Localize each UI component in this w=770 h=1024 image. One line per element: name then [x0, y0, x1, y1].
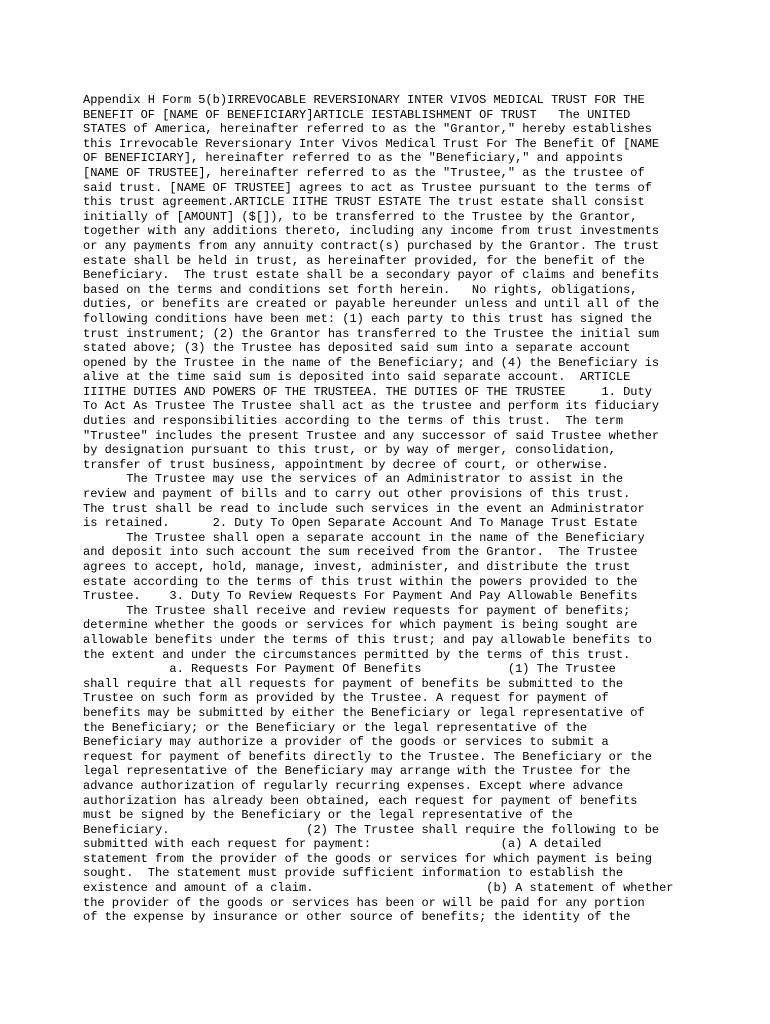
text-line: Trustee. 3. Duty To Review Requests For Payment And Pay Allowable Benefits: [83, 589, 638, 604]
text-line: legal representative of the Beneficiary may arrange with the Trustee for the: [83, 764, 631, 779]
text-line: by designation pursuant to this trust, or by way of merger, consolidation,: [83, 443, 616, 458]
text-line: Beneficiary may authorize a provider of the goods or services to submit a: [83, 735, 609, 750]
text-line: stated above; (3) the Trustee has deposited said sum into a separate account: [83, 341, 631, 356]
document-page: [83, 93, 723, 925]
text-line: and deposit into such account the sum received from the Grantor. The Trustee: [83, 545, 638, 560]
text-line: must be signed by the Beneficiary or the legal representative of the: [83, 808, 573, 823]
text-line: the provider of the goods or services has been or will be paid for any portion: [83, 895, 645, 910]
text-line: The Trustee may use the services of an Administrator to assist in the: [83, 472, 624, 487]
text-line: [NAME OF TRUSTEE], hereinafter referred to as the "Trustee," as the trustee of: [83, 165, 645, 180]
text-line: submitted with each request for payment: (a) A detailed: [83, 837, 602, 852]
text-line: allowable benefits under the terms of this trust; and pay allowable benefits to: [83, 632, 652, 647]
text-line: together with any additions thereto, including any income from trust investments: [83, 224, 660, 239]
text-line: "Trustee" includes the present Trustee and any successor of said Trustee whether: [83, 428, 660, 443]
text-line: The trust shall be read to include such services in the event an Administrator: [83, 501, 645, 516]
text-line: advance authorization of regularly recurring expenses. Except where advance: [83, 778, 624, 793]
text-line: or any payments from any annuity contract(s) purchased by the Grantor. The trust: [83, 238, 660, 253]
text-line: a. Requests For Payment Of Benefits (1) The Trustee: [83, 662, 616, 677]
text-line: shall require that all requests for payment of benefits be submitted to the: [83, 676, 624, 691]
text-line: agrees to accept, hold, manage, invest, administer, and distribute the trust: [83, 560, 631, 574]
text-line: said trust. [NAME OF TRUSTEE] agrees to act as Trustee pursuant to the terms of: [83, 180, 652, 195]
text-line: authorization has already been obtained, each request for payment of benefits: [83, 793, 638, 808]
text-line: determine whether the goods or services for which payment is being sought are: [83, 618, 638, 633]
text-line: estate shall be held in trust, as hereinafter provided, for the benefit of the: [83, 253, 645, 268]
text-line: this Irrevocable Reversionary Inter Vivos Medical Trust For The Benefit Of [NAME: [83, 136, 660, 151]
text-line: The Trustee shall receive and review requests for payment of benefits;: [83, 603, 631, 618]
text-line: transfer of trust business, appointment by decree of court, or otherwise.: [83, 457, 609, 472]
text-line: request for payment of benefits directly to the Trustee. The Beneficiary or the: [83, 749, 652, 764]
text-line: is retained. 2. Duty To Open Separate Account And To Manage Trust Estate: [83, 516, 638, 531]
text-line: IIITHE DUTIES AND POWERS OF THE TRUSTEEA. THE DUTIES OF THE TRUSTEE 1. Duty: [83, 384, 652, 399]
text-line: existence and amount of a claim. (b) A statement of whether: [83, 881, 674, 896]
text-line: To Act As Trustee The Trustee shall act as the trustee and perform its fiduciary: [83, 399, 660, 414]
text-line: statement from the provider of the goods or services for which payment is being: [83, 851, 652, 866]
text-line: OF BENEFICIARY], hereinafter referred to as the "Beneficiary," and appoints: [83, 151, 624, 166]
text-line: following conditions have been met: (1) each party to this trust has signed the: [83, 311, 652, 326]
text-line: Appendix H Form 5(b)IRREVOCABLE REVERSIONARY INTER VIVOS MEDICAL TRUST FOR THE: [83, 93, 645, 107]
text-line: initially of [AMOUNT] ($[]), to be transferred to the Trustee by the Grantor,: [83, 209, 638, 224]
text-line: the Beneficiary; or the Beneficiary or the legal representative of the: [83, 720, 588, 735]
text-line: BENEFIT OF [NAME OF BENEFICIARY]ARTICLE IESTABLISHMENT OF TRUST The UNITED: [83, 107, 631, 122]
text-line: of the expense by insurance or other source of benefits; the identity of the: [83, 910, 631, 925]
text-line: duties, or benefits are created or payable hereunder unless and until all of the: [83, 297, 660, 312]
text-line: Trustee on such form as provided by the Trustee. A request for payment of: [83, 691, 609, 706]
text-line: trust instrument; (2) the Grantor has transferred to the Trustee the initial sum: [83, 326, 660, 341]
text-line: review and payment of bills and to carry out other provisions of this trust.: [83, 487, 631, 502]
text-line: duties and responsibilities according to the terms of this trust. The term: [83, 414, 624, 429]
text-line: sought. The statement must provide sufficient information to establish the: [83, 866, 624, 881]
text-line: alive at the time said sum is deposited into said separate account. ARTICLE: [83, 370, 631, 385]
text-line: benefits may be submitted by either the Beneficiary or legal representative of: [83, 705, 645, 720]
text-line: opened by the Trustee in the name of the Beneficiary; and (4) the Beneficiary is: [83, 355, 660, 370]
text-line: Beneficiary. (2) The Trustee shall require the following to be: [83, 822, 660, 837]
text-line: the extent and under the circumstances permitted by the terms of this trust.: [83, 647, 631, 662]
text-line: The Trustee shall open a separate account in the name of the Beneficiary: [83, 530, 645, 545]
text-line: STATES of America, hereinafter referred to as the "Grantor," hereby establishes: [83, 122, 652, 137]
text-line: this trust agreement.ARTICLE IITHE TRUST ESTATE The trust estate shall consist: [83, 195, 645, 210]
text-line: estate according to the terms of this trust within the powers provided to the: [83, 574, 638, 589]
text-line: Beneficiary. The trust estate shall be a secondary payor of claims and benefits: [83, 268, 660, 283]
text-line: based on the terms and conditions set forth herein. No rights, obligations,: [83, 282, 638, 297]
